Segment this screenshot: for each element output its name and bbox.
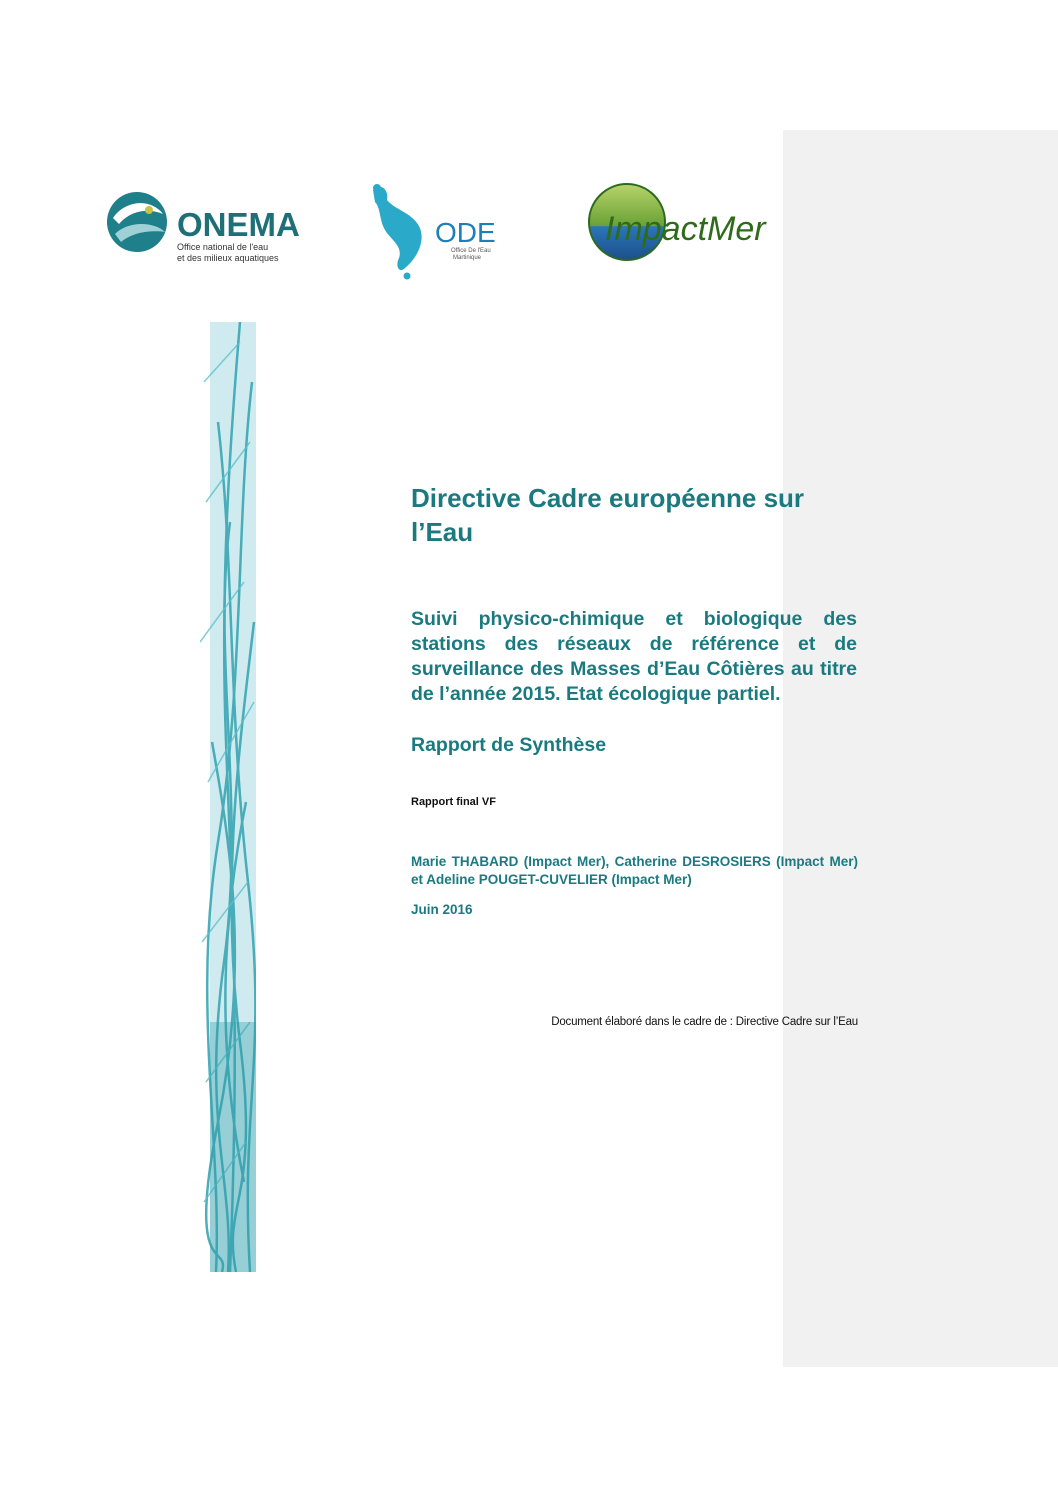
seagrass-image: [200, 322, 256, 1272]
document-subtitle: Suivi physico-chimique et biologique des stations des réseaux de référence et de surveillance des Masses d’Eau Côtières au titre de l’année 2015. Etat écologique partiel.: [411, 608, 857, 705]
document-authors: Marie THABARD (Impact Mer), Catherine DESROSIERS (Impact Mer) et Adeline POUGET-CUVELIER (Impact Mer): [411, 854, 858, 887]
document-date: Juin 2016: [411, 902, 473, 917]
ode-logo-name: ODE: [435, 217, 496, 248]
ode-logo-line2: Martinique: [453, 255, 482, 261]
document-report-type: Rapport de Synthèse: [411, 734, 607, 756]
onema-logo-name: ONEMA: [177, 206, 300, 243]
document-title: Directive Cadre européenne sur l’Eau: [411, 483, 805, 547]
document-status: Rapport final VF: [411, 796, 496, 808]
impact-mer-logo-name: ImpactMer: [605, 210, 766, 248]
onema-logo-line1: Office national de l'eau: [177, 242, 269, 252]
document-context: Document élaboré dans le cadre de : Directive Cadre sur l’Eau: [551, 1016, 858, 1028]
ode-logo: [365, 180, 510, 280]
impact-mer-logo: [585, 178, 780, 263]
onema-logo-line2: et des milieux aquatiques: [177, 253, 279, 263]
ode-logo-line1: Office De l'Eau: [451, 248, 491, 254]
onema-logo: [105, 180, 320, 265]
